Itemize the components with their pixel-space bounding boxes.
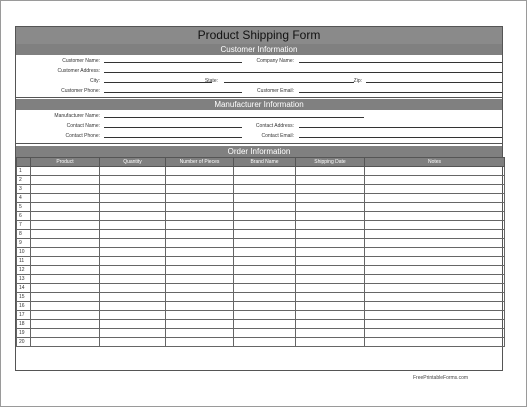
notes-cell[interactable] <box>365 311 505 320</box>
section-divider <box>16 97 502 98</box>
row-number: 9 <box>17 239 31 248</box>
quantity-cell[interactable] <box>100 329 166 338</box>
customer-name-field[interactable] <box>104 62 242 63</box>
table-row <box>17 185 505 194</box>
product-cell[interactable] <box>31 230 100 239</box>
number-of-pieces-cell[interactable] <box>166 203 234 212</box>
product-cell[interactable] <box>31 221 100 230</box>
notes-cell[interactable] <box>365 284 505 293</box>
shipping-date-cell[interactable] <box>296 185 365 194</box>
product-cell[interactable] <box>31 185 100 194</box>
notes-cell[interactable] <box>365 212 505 221</box>
table-row <box>17 176 505 185</box>
notes-cell[interactable] <box>365 194 505 203</box>
notes-cell[interactable] <box>365 266 505 275</box>
product-cell[interactable] <box>31 266 100 275</box>
shipping-date-cell[interactable] <box>296 302 365 311</box>
brand-name-cell[interactable] <box>234 257 296 266</box>
quantity-cell[interactable] <box>100 266 166 275</box>
customer-phone-field[interactable] <box>104 92 242 93</box>
brand-name-cell[interactable] <box>234 266 296 275</box>
city-field[interactable] <box>104 82 212 83</box>
number-of-pieces-cell[interactable] <box>166 266 234 275</box>
table-row <box>17 266 505 275</box>
table-row <box>17 194 505 203</box>
brand-name-cell[interactable] <box>234 311 296 320</box>
product-cell[interactable] <box>31 329 100 338</box>
product-cell[interactable] <box>31 203 100 212</box>
number-of-pieces-cell[interactable] <box>166 167 234 176</box>
quantity-cell[interactable] <box>100 293 166 302</box>
brand-name-cell[interactable] <box>234 230 296 239</box>
manufacturer-section-heading: Manufacturer Information <box>16 99 502 110</box>
quantity-cell[interactable] <box>100 338 166 347</box>
row-number: 10 <box>17 248 31 257</box>
shipping-date-cell[interactable] <box>296 212 365 221</box>
company-name-label: Company Name: <box>256 58 294 64</box>
shipping-date-cell[interactable] <box>296 221 365 230</box>
brand-name-cell[interactable] <box>234 284 296 293</box>
notes-cell[interactable] <box>365 257 505 266</box>
quantity-cell[interactable] <box>100 284 166 293</box>
quantity-cell[interactable] <box>100 167 166 176</box>
brand-name-cell[interactable] <box>234 302 296 311</box>
order-table-header <box>17 158 505 167</box>
table-row <box>17 329 505 338</box>
row-number: 4 <box>17 194 31 203</box>
brand-name-cell[interactable] <box>234 185 296 194</box>
row-number: 2 <box>17 176 31 185</box>
number-of-pieces-cell[interactable] <box>166 248 234 257</box>
notes-cell[interactable] <box>365 320 505 329</box>
product-cell[interactable] <box>31 167 100 176</box>
shipping-date-cell[interactable] <box>296 248 365 257</box>
product-cell[interactable] <box>31 194 100 203</box>
product-cell[interactable] <box>31 311 100 320</box>
brand-name-cell[interactable] <box>234 221 296 230</box>
notes-cell[interactable] <box>365 338 505 347</box>
quantity-cell[interactable] <box>100 248 166 257</box>
notes-cell[interactable] <box>365 239 505 248</box>
notes-cell[interactable] <box>365 329 505 338</box>
city-label: City: <box>90 78 100 84</box>
table-row <box>17 284 505 293</box>
product-cell[interactable] <box>31 284 100 293</box>
brand-name-cell[interactable] <box>234 203 296 212</box>
number-of-pieces-cell[interactable] <box>166 275 234 284</box>
number-of-pieces-cell[interactable] <box>166 212 234 221</box>
notes-cell[interactable] <box>365 203 505 212</box>
number-of-pieces-cell[interactable] <box>166 239 234 248</box>
shipping-date-cell[interactable] <box>296 176 365 185</box>
brand-name-cell[interactable] <box>234 194 296 203</box>
row-number: 15 <box>17 293 31 302</box>
shipping-date-cell[interactable] <box>296 311 365 320</box>
quantity-cell[interactable] <box>100 230 166 239</box>
brand-name-cell[interactable] <box>234 176 296 185</box>
table-row <box>17 248 505 257</box>
manufacturer-name-label: Manufacturer Name: <box>54 113 100 119</box>
brand-name-cell[interactable] <box>234 293 296 302</box>
form-title: Product Shipping Form <box>16 27 502 44</box>
contact-email-label: Contact Email: <box>261 133 294 139</box>
contact-email-field[interactable] <box>299 137 502 138</box>
customer-address-field[interactable] <box>104 72 502 73</box>
row-number: 7 <box>17 221 31 230</box>
shipping-date-cell[interactable] <box>296 239 365 248</box>
notes-cell[interactable] <box>365 221 505 230</box>
shipping-date-cell[interactable] <box>296 338 365 347</box>
brand-name-cell[interactable] <box>234 320 296 329</box>
number-of-pieces-cell[interactable] <box>166 257 234 266</box>
brand-name-cell[interactable] <box>234 329 296 338</box>
column-header-product: Product <box>31 158 100 167</box>
quantity-cell[interactable] <box>100 311 166 320</box>
contact-address-label: Contact Address: <box>255 123 294 129</box>
table-row <box>17 239 505 248</box>
quantity-cell[interactable] <box>100 275 166 284</box>
number-of-pieces-cell[interactable] <box>166 320 234 329</box>
product-cell[interactable] <box>31 293 100 302</box>
row-number: 14 <box>17 284 31 293</box>
row-number: 19 <box>17 329 31 338</box>
notes-cell[interactable] <box>365 302 505 311</box>
order-table <box>16 157 505 347</box>
number-of-pieces-cell[interactable] <box>166 230 234 239</box>
row-number: 13 <box>17 275 31 284</box>
table-row <box>17 302 505 311</box>
row-number: 1 <box>17 167 31 176</box>
shipping-date-cell[interactable] <box>296 320 365 329</box>
product-cell[interactable] <box>31 338 100 347</box>
column-header-number-of-pieces: Number of Pieces <box>166 158 234 167</box>
row-number: 11 <box>17 257 31 266</box>
shipping-date-cell[interactable] <box>296 230 365 239</box>
number-of-pieces-cell[interactable] <box>166 194 234 203</box>
column-header-quantity: Quantity <box>100 158 166 167</box>
number-of-pieces-cell[interactable] <box>166 293 234 302</box>
footer-url: FreePrintableForms.com <box>413 375 469 381</box>
table-row <box>17 293 505 302</box>
customer-phone-label: Customer Phone: <box>61 88 100 94</box>
contact-name-field[interactable] <box>104 127 242 128</box>
section-divider <box>16 143 502 144</box>
contact-phone-field[interactable] <box>104 137 242 138</box>
quantity-cell[interactable] <box>100 212 166 221</box>
number-of-pieces-cell[interactable] <box>166 302 234 311</box>
shipping-date-cell[interactable] <box>296 293 365 302</box>
order-table-body <box>17 167 505 347</box>
shipping-date-cell[interactable] <box>296 257 365 266</box>
contact-address-field[interactable] <box>299 127 502 128</box>
brand-name-cell[interactable] <box>234 239 296 248</box>
row-number: 18 <box>17 320 31 329</box>
product-cell[interactable] <box>31 239 100 248</box>
number-of-pieces-cell[interactable] <box>166 185 234 194</box>
contact-phone-label: Contact Phone: <box>65 133 100 139</box>
quantity-cell[interactable] <box>100 239 166 248</box>
table-row <box>17 338 505 347</box>
shipping-date-cell[interactable] <box>296 329 365 338</box>
row-number: 6 <box>17 212 31 221</box>
product-cell[interactable] <box>31 257 100 266</box>
notes-cell[interactable] <box>365 248 505 257</box>
manufacturer-name-field[interactable] <box>104 117 364 118</box>
quantity-cell[interactable] <box>100 185 166 194</box>
table-row <box>17 257 505 266</box>
product-shipping-form <box>15 26 503 371</box>
shipping-date-cell[interactable] <box>296 284 365 293</box>
number-of-pieces-cell[interactable] <box>166 176 234 185</box>
number-of-pieces-cell[interactable] <box>166 329 234 338</box>
number-of-pieces-cell[interactable] <box>166 284 234 293</box>
quantity-cell[interactable] <box>100 302 166 311</box>
quantity-cell[interactable] <box>100 320 166 329</box>
brand-name-cell[interactable] <box>234 338 296 347</box>
table-row <box>17 221 505 230</box>
shipping-date-cell[interactable] <box>296 194 365 203</box>
number-of-pieces-cell[interactable] <box>166 338 234 347</box>
product-cell[interactable] <box>31 302 100 311</box>
notes-cell[interactable] <box>365 185 505 194</box>
product-cell[interactable] <box>31 212 100 221</box>
brand-name-cell[interactable] <box>234 275 296 284</box>
number-of-pieces-cell[interactable] <box>166 311 234 320</box>
order-section-heading: Order Information <box>16 146 502 157</box>
contact-name-label: Contact Name: <box>66 123 100 129</box>
quantity-cell[interactable] <box>100 176 166 185</box>
column-header-shipping-date: Shipping Date <box>296 158 365 167</box>
product-cell[interactable] <box>31 176 100 185</box>
row-number: 16 <box>17 302 31 311</box>
shipping-date-cell[interactable] <box>296 167 365 176</box>
shipping-date-cell[interactable] <box>296 275 365 284</box>
brand-name-cell[interactable] <box>234 167 296 176</box>
customer-section-heading: Customer Information <box>16 44 502 55</box>
table-row <box>17 203 505 212</box>
zip-label: Zip: <box>353 78 362 84</box>
table-row <box>17 311 505 320</box>
product-cell[interactable] <box>31 248 100 257</box>
notes-cell[interactable] <box>365 176 505 185</box>
customer-email-label: Customer Email: <box>257 88 294 94</box>
notes-cell[interactable] <box>365 167 505 176</box>
row-number: 20 <box>17 338 31 347</box>
state-label: State: <box>204 78 218 84</box>
zip-field[interactable] <box>366 82 502 83</box>
table-row <box>17 212 505 221</box>
brand-name-cell[interactable] <box>234 248 296 257</box>
product-cell[interactable] <box>31 275 100 284</box>
row-number: 12 <box>17 266 31 275</box>
row-number: 17 <box>17 311 31 320</box>
notes-cell[interactable] <box>365 230 505 239</box>
customer-address-label: Customer Address: <box>57 68 100 74</box>
state-field[interactable] <box>224 82 354 83</box>
column-header-notes: Notes <box>365 158 505 167</box>
product-cell[interactable] <box>31 320 100 329</box>
notes-cell[interactable] <box>365 293 505 302</box>
customer-email-field[interactable] <box>299 92 502 93</box>
table-row <box>17 167 505 176</box>
table-row <box>17 320 505 329</box>
company-name-field[interactable] <box>299 62 502 63</box>
notes-cell[interactable] <box>365 275 505 284</box>
number-of-pieces-cell[interactable] <box>166 221 234 230</box>
column-header-brand-name: Brand Name <box>234 158 296 167</box>
shipping-date-cell[interactable] <box>296 203 365 212</box>
quantity-cell[interactable] <box>100 221 166 230</box>
quantity-cell[interactable] <box>100 203 166 212</box>
quantity-cell[interactable] <box>100 194 166 203</box>
column-header-number <box>17 158 31 167</box>
table-row <box>17 230 505 239</box>
shipping-date-cell[interactable] <box>296 266 365 275</box>
row-number: 8 <box>17 230 31 239</box>
row-number: 3 <box>17 185 31 194</box>
table-row <box>17 275 505 284</box>
customer-name-label: Customer Name: <box>62 58 100 64</box>
row-number: 5 <box>17 203 31 212</box>
quantity-cell[interactable] <box>100 257 166 266</box>
brand-name-cell[interactable] <box>234 212 296 221</box>
